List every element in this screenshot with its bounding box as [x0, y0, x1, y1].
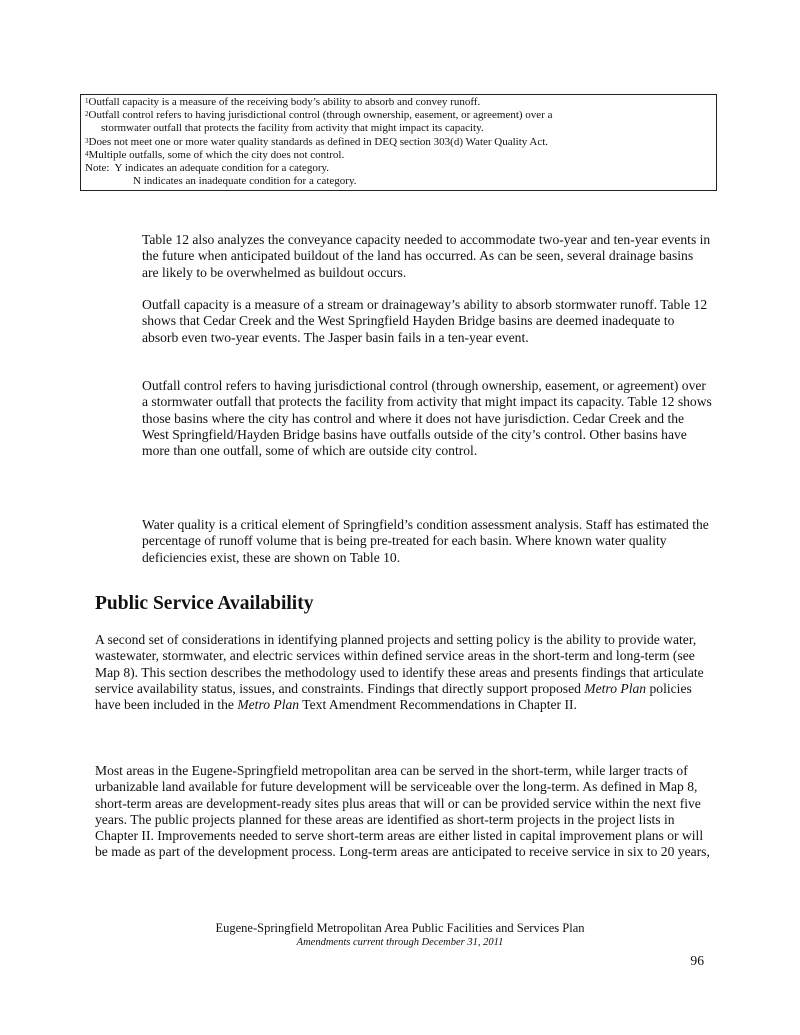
- footer-subtitle: Amendments current through December 31, 2011: [296, 937, 504, 948]
- paragraph-service-areas: Most areas in the Eugene-Springfield metropolitan area can be served in the short-term, while larger tracts of urbanizable land available for future development will be serviceable over the long-term. As defined in Map 8, short-term areas are development-ready sites plus areas that will or can be provided service within the next five years. The public projects planned for these areas are identified as short-term projects in the project lists in Chapter II. Improvements needed to serve short-term areas are either listed in capital improvement plans or will be made as part of the development process. Long-term areas are anticipated to receive service in six to 20 years,: [95, 763, 710, 860]
- footnote-2: $^2$Outfall control refers to having jurisdictional control (through ownership, easement, or agreement) over a: [85, 109, 553, 122]
- section-heading: Public Service Availability: [95, 593, 314, 614]
- paragraph-conveyance-capacity: Table 12 also analyzes the conveyance capacity needed to accommodate two-year and ten-year events in the future when anticipated buildout of the land has occurred. As can be seen, several drainage basins are likely to be overwhelmed as buildout occurs.: [142, 232, 711, 280]
- footnote-2-continued: stormwater outfall that protects the facility from activity that might impact its capacity.: [101, 122, 484, 135]
- footnote-4: $^4$Multiple outfalls, some of which the city does not control.: [85, 148, 345, 161]
- paragraph-service-considerations: A second set of considerations in identifying planned projects and setting policy is the ability to provide water, wastewater, stormwater, and electric services within defined service areas in the short-term and long-term (see Map 8). This section describes the methodology used to identify these areas and presents findings that articulate service availability status, issues, and constraints. Findings that directly support proposed Metro Plan policies have been included in the Metro Plan Text Amendment Recommendations in Chapter II.: [95, 632, 704, 713]
- page-number: 96: [690, 953, 704, 968]
- paragraph-outfall-capacity: Outfall capacity is a measure of a stream or drainageway’s ability to absorb stormwater runoff. Table 12 shows that Cedar Creek and the West Springfield Hayden Bridge basins are deemed inadequate to absorb even two-year events. The Jasper basin fails in a ten-year event.: [142, 297, 708, 345]
- paragraph-water-quality: Water quality is a critical element of Springfield’s condition assessment analysis. Staff has estimated the percentage of runoff volume that is being pre-treated for each basin. Where known water quality deficiencies exist, these are shown on Table 10.: [142, 517, 709, 565]
- footnote-3: $^3$Does not meet one or more water quality standards as defined in DEQ section 303(d) Water Quality Act.: [85, 135, 549, 148]
- table-footnotes: [80, 94, 717, 191]
- footnote-1: $^1$Outfall capacity is a measure of the receiving body’s ability to absorb and convey runoff.: [85, 96, 481, 108]
- footer-title: Eugene-Springfield Metropolitan Area Public Facilities and Services Plan: [215, 921, 585, 935]
- note-y: Note: Y indicates an adequate condition for a category.: [85, 162, 330, 175]
- paragraph-outfall-control: Outfall control refers to having jurisdictional control (through ownership, easement, or agreement) over a stormwater outfall that protects the facility from activity that might impact its capacity. Table 12 shows those basins where the city has control and where it does not have jurisdiction. Cedar Creek and the West Springfield/Hayden Bridge basins have outfalls outside of the city’s control. Other basins have more than one outfall, some of which are outside city control.: [142, 378, 712, 459]
- note-n: N indicates an inadequate condition for a category.: [133, 175, 357, 188]
